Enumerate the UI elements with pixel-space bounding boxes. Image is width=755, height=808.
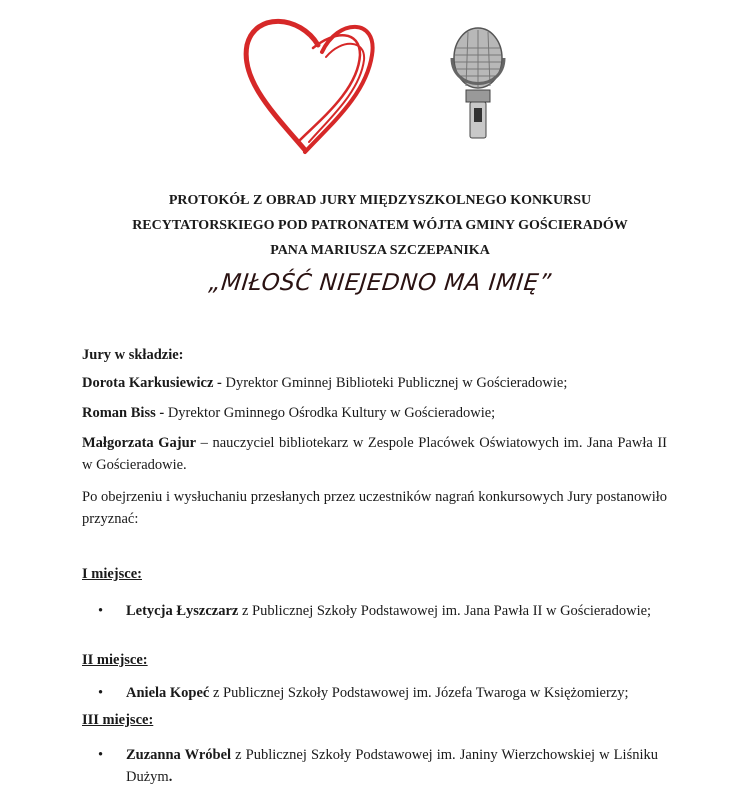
jury-member-role: – nauczyciel bibliotekarz w Zespole Placówek Oświatowych im. Jana Pawła II w Gościeradowie. [82, 435, 667, 473]
winner-school: z Publicznej Szkoły Podstawowej im. Janiny Wierzchowskiej w Liśniku Dużym [126, 747, 658, 785]
jury-member-name: Małgorzata Gajur [82, 435, 197, 451]
jury-member-role: Dyrektor Gminnej Biblioteki Publicznej w Gościeradowie; [221, 375, 568, 391]
bullet-icon: • [98, 747, 104, 763]
bullet-icon: • [98, 603, 104, 619]
place-heading: III miejsce: [82, 712, 154, 728]
place-heading: II miejsce: [82, 652, 148, 668]
header-svg [0, 0, 755, 175]
jury-member [82, 372, 667, 394]
winner-name: Letycja Łyszczarz [126, 603, 239, 619]
winner-end: . [168, 769, 173, 785]
jury-decision: Po obejrzeniu i wysłuchaniu przesłanych przez uczestników nagrań konkursowych Jury postanowiło przyznać: [82, 489, 667, 527]
jury-member-role: Dyrektor Gminnego Ośrodka Kultury w Gościeradowie; [164, 405, 496, 421]
jury-member-name: Dorota Karkusiewicz - [82, 375, 222, 391]
jury-member [82, 432, 667, 476]
jury-member-name: Roman Biss - [82, 405, 165, 421]
title-line-3: PANA MARIUSZA SZCZEPANIKA [270, 243, 490, 258]
winner-school: z Publicznej Szkoły Podstawowej im. Jana Pawła II w Gościeradowie; [238, 603, 652, 619]
document-title [60, 188, 700, 263]
jury-member [82, 402, 667, 424]
winner-name: Zuzanna Wróbel [126, 747, 232, 763]
jury-heading-text: Jury w składzie: [82, 347, 184, 363]
contest-motto: „MIŁOŚĆ NIEJEDNO MA IMIĘ” [207, 270, 553, 296]
heart-icon [246, 21, 373, 152]
award-entry [98, 600, 658, 622]
jury-heading [82, 344, 667, 366]
place-heading: I miejsce: [82, 566, 142, 582]
winner-name: Aniela Kopeć [126, 685, 210, 701]
microphone-icon [452, 28, 504, 138]
award-entry [98, 744, 658, 788]
header-artwork [0, 0, 755, 175]
award-entry [98, 682, 658, 704]
title-line-1: PROTOKÓŁ Z OBRAD JURY MIĘDZYSZKOLNEGO KONKURSU [168, 193, 592, 208]
winner-school: z Publicznej Szkoły Podstawowej im. Józefa Twaroga w Księżomierzy; [209, 685, 629, 701]
bullet-icon: • [98, 685, 104, 701]
title-line-2: RECYTATORSKIEGO POD PATRONATEM WÓJTA GMINY GOŚCIERADÓW [132, 218, 628, 233]
